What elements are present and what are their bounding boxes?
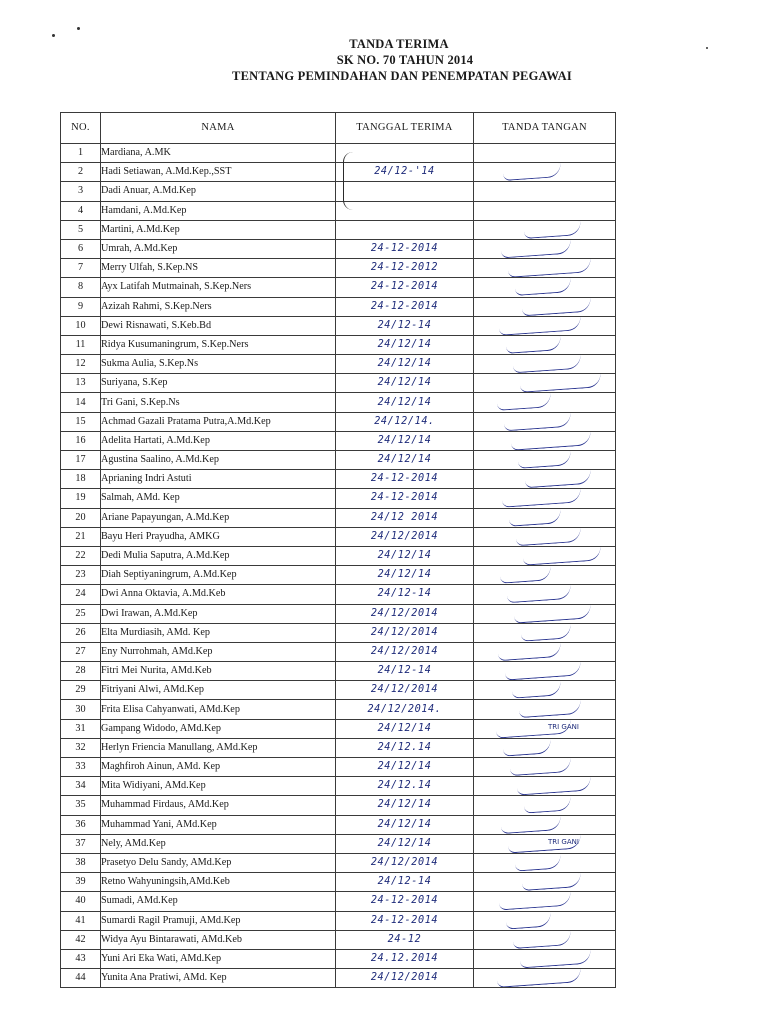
- row-number: 31: [61, 719, 101, 738]
- row-signature-cell: [474, 144, 616, 163]
- row-date: 24/12/14: [336, 566, 474, 585]
- row-name: Achmad Gazali Pratama Putra,A.Md.Kep: [101, 412, 336, 431]
- table-row: [61, 508, 616, 527]
- table-row: [61, 259, 616, 278]
- row-number: 44: [61, 969, 101, 988]
- row-date: 24-12: [336, 930, 474, 949]
- row-date: 24.12.2014: [336, 949, 474, 968]
- row-signature-cell: [474, 681, 616, 700]
- handwritten-signature: [522, 297, 592, 316]
- row-name: Agustina Saalino, A.Md.Kep: [101, 451, 336, 470]
- row-signature-cell: [474, 508, 616, 527]
- row-date: 24-12-2012: [336, 259, 474, 278]
- row-number: 37: [61, 834, 101, 853]
- row-name: Herlyn Friencia Manullang, AMd.Kep: [101, 738, 336, 757]
- row-name: Mardiana, A.MK: [101, 144, 336, 163]
- row-date: 24/12-14: [336, 585, 474, 604]
- receipt-table: [60, 112, 616, 988]
- row-name: Hadi Setiawan, A.Md.Kep.,SST: [101, 163, 336, 182]
- row-signature-cell: [474, 297, 616, 316]
- handwritten-signature: [497, 394, 552, 412]
- row-date: 24/12/2014: [336, 527, 474, 546]
- row-signature-cell: [474, 393, 616, 412]
- handwritten-signature: [521, 624, 572, 641]
- handwritten-signature: [505, 662, 582, 681]
- row-number: 33: [61, 758, 101, 777]
- row-date: 24/12/2014: [336, 642, 474, 661]
- row-date: [336, 144, 474, 163]
- row-number: 14: [61, 393, 101, 412]
- row-number: 39: [61, 873, 101, 892]
- row-date: 24/12/14: [336, 355, 474, 374]
- handwritten-signature: [524, 221, 582, 239]
- row-signature-cell: [474, 316, 616, 335]
- row-name: Tri Gani, S.Kep.Ns: [101, 393, 336, 412]
- table-row: [61, 949, 616, 968]
- table-header-row: [61, 113, 616, 144]
- row-name: Salmah, AMd. Kep: [101, 489, 336, 508]
- row-number: 13: [61, 374, 101, 393]
- row-number: 42: [61, 930, 101, 949]
- row-date: 24-12-2014: [336, 892, 474, 911]
- table-row: [61, 873, 616, 892]
- table-row: [61, 163, 616, 182]
- handwritten-signature: [513, 355, 582, 374]
- row-number: 21: [61, 527, 101, 546]
- table-row: [61, 182, 616, 201]
- row-number: 22: [61, 546, 101, 565]
- row-number: 7: [61, 259, 101, 278]
- table-row: [61, 546, 616, 565]
- row-signature-cell: [474, 163, 616, 182]
- column-header-nama: NAMA: [101, 113, 336, 144]
- row-name: Dewi Risnawati, S.Keb.Bd: [101, 316, 336, 335]
- row-signature-cell: [474, 758, 616, 777]
- document-header: [0, 36, 768, 84]
- handwritten-signature: [501, 240, 572, 259]
- row-signature-cell: [474, 259, 616, 278]
- handwritten-signature: [519, 700, 582, 718]
- table-row: [61, 662, 616, 681]
- row-name: Hamdani, A.Md.Kep: [101, 201, 336, 220]
- row-date: 24-12-2014: [336, 297, 474, 316]
- row-number: 15: [61, 412, 101, 431]
- row-signature-cell: [474, 777, 616, 796]
- table-row: [61, 144, 616, 163]
- table-row: [61, 911, 616, 930]
- title-line-3: TENTANG PEMINDAHAN DAN PENEMPATAN PEGAWAI: [232, 69, 572, 83]
- row-signature-cell: [474, 355, 616, 374]
- row-number: 23: [61, 566, 101, 585]
- handwritten-signature: [522, 873, 582, 891]
- row-number: 16: [61, 431, 101, 450]
- signature-note: TRI GANI: [548, 722, 579, 731]
- table-row: [61, 700, 616, 719]
- table-row: [61, 393, 616, 412]
- row-date: 24/12/2014: [336, 681, 474, 700]
- table-row: [61, 585, 616, 604]
- handwritten-signature: [524, 797, 572, 814]
- handwritten-signature: [499, 892, 572, 911]
- row-number: 8: [61, 278, 101, 297]
- row-name: Yuni Ari Eka Wati, AMd.Kep: [101, 949, 336, 968]
- row-number: 29: [61, 681, 101, 700]
- row-name: Sumadi, AMd.Kep: [101, 892, 336, 911]
- row-date: 24/12/14: [336, 546, 474, 565]
- row-date: 24-12-2014: [336, 911, 474, 930]
- table-row: [61, 623, 616, 642]
- row-date: 24/12/14: [336, 834, 474, 853]
- handwritten-signature: [506, 912, 552, 929]
- row-date: 24/12/2014: [336, 623, 474, 642]
- handwritten-signature: [514, 604, 592, 623]
- row-signature-cell: [474, 662, 616, 681]
- row-name: Umrah, A.Md.Kep: [101, 239, 336, 258]
- row-date: 24-12-2014: [336, 278, 474, 297]
- row-date: 24/12/14: [336, 719, 474, 738]
- handwritten-signature: [525, 470, 592, 489]
- row-date: 24-12-2014: [336, 470, 474, 489]
- handwritten-signature: [512, 682, 562, 699]
- row-date: 24/12.14: [336, 777, 474, 796]
- row-name: Fitriyani Alwi, AMd.Kep: [101, 681, 336, 700]
- row-date: 24/12-'14: [336, 163, 474, 182]
- row-signature-cell: [474, 604, 616, 623]
- row-name: Sukma Aulia, S.Kep.Ns: [101, 355, 336, 374]
- row-signature-cell: [474, 374, 616, 393]
- row-number: 19: [61, 489, 101, 508]
- row-date: 24/12/2014: [336, 604, 474, 623]
- row-number: 12: [61, 355, 101, 374]
- row-number: 38: [61, 853, 101, 872]
- handwritten-signature: [508, 259, 592, 278]
- row-date: 24/12/14.: [336, 412, 474, 431]
- handwritten-signature: [503, 163, 562, 181]
- row-signature-cell: [474, 527, 616, 546]
- table-row: [61, 489, 616, 508]
- row-date: 24/12/14: [336, 374, 474, 393]
- title-line-1: TANDA TERIMA: [349, 37, 449, 51]
- table-row: [61, 642, 616, 661]
- handwritten-signature: [497, 969, 582, 988]
- row-number: 36: [61, 815, 101, 834]
- row-name: Retno Wahyuningsih,AMd.Keb: [101, 873, 336, 892]
- table-row: [61, 335, 616, 354]
- row-signature-cell: [474, 892, 616, 911]
- row-signature-cell: [474, 431, 616, 450]
- table-row: [61, 969, 616, 988]
- row-name: Elta Murdiasih, AMd. Kep: [101, 623, 336, 642]
- row-signature-cell: [474, 201, 616, 220]
- row-name: Fitri Mei Nurita, AMd.Keb: [101, 662, 336, 681]
- table-row: [61, 892, 616, 911]
- row-number: 4: [61, 201, 101, 220]
- row-date: 24/12/14: [336, 431, 474, 450]
- row-number: 17: [61, 451, 101, 470]
- table-row: [61, 777, 616, 796]
- row-number: 9: [61, 297, 101, 316]
- row-number: 40: [61, 892, 101, 911]
- handwritten-signature: [520, 949, 592, 968]
- row-signature-cell: [474, 585, 616, 604]
- row-signature-cell: [474, 623, 616, 642]
- row-signature-cell: [474, 949, 616, 968]
- row-name: Diah Septiyaningrum, A.Md.Kep: [101, 566, 336, 585]
- handwritten-signature: [498, 643, 562, 661]
- row-name: Suriyana, S.Kep: [101, 374, 336, 393]
- row-signature-cell: [474, 566, 616, 585]
- title-line-2: SK NO. 70 TAHUN 2014: [336, 53, 474, 67]
- handwritten-signature: [503, 739, 552, 756]
- row-number: 27: [61, 642, 101, 661]
- handwritten-signature: [518, 451, 572, 469]
- row-number: 32: [61, 738, 101, 757]
- table-row: [61, 412, 616, 431]
- row-signature-cell: [474, 796, 616, 815]
- table-row: [61, 834, 616, 853]
- row-name: Adelita Hartati, A.Md.Kep: [101, 431, 336, 450]
- row-signature-cell: [474, 853, 616, 872]
- table-row: [61, 431, 616, 450]
- row-signature-cell: [474, 220, 616, 239]
- row-date: 24/12/14: [336, 393, 474, 412]
- row-name: Bayu Heri Prayudha, AMKG: [101, 527, 336, 546]
- handwritten-signature: [499, 316, 582, 335]
- handwritten-signature: [513, 931, 572, 949]
- handwritten-signature: [520, 374, 602, 393]
- row-number: 30: [61, 700, 101, 719]
- row-date: [336, 182, 474, 201]
- row-date: 24-12-2014: [336, 239, 474, 258]
- row-signature-cell: [474, 719, 616, 738]
- row-date: 24/12/14: [336, 815, 474, 834]
- row-name: Sumardi Ragil Pramuji, AMd.Kep: [101, 911, 336, 930]
- handwritten-signature: [507, 585, 572, 603]
- row-date: 24/12-14: [336, 873, 474, 892]
- table-row: [61, 758, 616, 777]
- row-date: 24/12/2014: [336, 969, 474, 988]
- row-date: 24/12-14: [336, 662, 474, 681]
- row-name: Muhammad Yani, AMd.Kep: [101, 815, 336, 834]
- row-number: 43: [61, 949, 101, 968]
- row-signature-cell: [474, 451, 616, 470]
- table-row: [61, 604, 616, 623]
- table-row: [61, 719, 616, 738]
- row-name: Mita Widiyani, AMd.Kep: [101, 777, 336, 796]
- row-signature-cell: [474, 278, 616, 297]
- row-signature-cell: [474, 969, 616, 988]
- row-signature-cell: [474, 489, 616, 508]
- table-row: [61, 527, 616, 546]
- table-row: [61, 930, 616, 949]
- handwritten-signature: [501, 815, 562, 833]
- row-date: 24/12/2014: [336, 853, 474, 872]
- table-row: [61, 297, 616, 316]
- row-name: Frita Elisa Cahyanwati, AMd.Kep: [101, 700, 336, 719]
- handwritten-signature: [517, 777, 592, 796]
- row-name: Aprianing Indri Astuti: [101, 470, 336, 489]
- row-name: Dedi Mulia Saputra, A.Md.Kep: [101, 546, 336, 565]
- table-row: [61, 681, 616, 700]
- row-name: Maghfiroh Ainun, AMd. Kep: [101, 758, 336, 777]
- row-number: 6: [61, 239, 101, 258]
- row-number: 10: [61, 316, 101, 335]
- scan-speck: [77, 27, 80, 30]
- row-number: 41: [61, 911, 101, 930]
- row-number: 28: [61, 662, 101, 681]
- row-name: Eny Nurrohmah, AMd.Kep: [101, 642, 336, 661]
- row-signature-cell: [474, 873, 616, 892]
- handwritten-signature: [515, 278, 572, 296]
- row-signature-cell: [474, 834, 616, 853]
- row-date: [336, 201, 474, 220]
- row-name: Merry Ulfah, S.Kep.NS: [101, 259, 336, 278]
- column-header-tanda-tangan: TANDA TANGAN: [474, 113, 616, 144]
- table-row: [61, 201, 616, 220]
- row-name: Dwi Anna Oktavia, A.Md.Keb: [101, 585, 336, 604]
- row-number: 3: [61, 182, 101, 201]
- row-signature-cell: [474, 470, 616, 489]
- row-signature-cell: [474, 182, 616, 201]
- column-header-no: NO.: [61, 113, 101, 144]
- row-name: Martini, A.Md.Kep: [101, 220, 336, 239]
- handwritten-signature: [500, 566, 552, 584]
- row-date: 24/12/2014.: [336, 700, 474, 719]
- row-number: 26: [61, 623, 101, 642]
- row-date: 24/12 2014: [336, 508, 474, 527]
- handwritten-signature: [511, 431, 592, 450]
- table-row: [61, 738, 616, 757]
- row-name: Azizah Rahmi, S.Kep.Ners: [101, 297, 336, 316]
- handwritten-signature: [504, 412, 572, 431]
- handwritten-signature: [502, 489, 582, 508]
- table-row: [61, 316, 616, 335]
- handwritten-signature: [516, 527, 582, 546]
- row-number: 5: [61, 220, 101, 239]
- row-name: Yunita Ana Pratiwi, AMd. Kep: [101, 969, 336, 988]
- row-number: 2: [61, 163, 101, 182]
- table-row: [61, 815, 616, 834]
- table-row: [61, 853, 616, 872]
- row-signature-cell: [474, 642, 616, 661]
- table-row: [61, 470, 616, 489]
- row-date: 24/12/14: [336, 758, 474, 777]
- handwritten-signature: [523, 546, 602, 565]
- handwritten-signature: [506, 336, 562, 354]
- row-date: 24/12.14: [336, 738, 474, 757]
- row-date: [336, 220, 474, 239]
- row-name: Ariane Papayungan, A.Md.Kep: [101, 508, 336, 527]
- table-row: [61, 355, 616, 374]
- row-signature-cell: [474, 335, 616, 354]
- row-signature-cell: [474, 412, 616, 431]
- row-name: Muhammad Firdaus, AMd.Kep: [101, 796, 336, 815]
- row-date: 24/12-14: [336, 316, 474, 335]
- row-signature-cell: [474, 700, 616, 719]
- row-name: Dwi Irawan, A.Md.Kep: [101, 604, 336, 623]
- row-signature-cell: [474, 930, 616, 949]
- row-number: 24: [61, 585, 101, 604]
- row-name: Dadi Anuar, A.Md.Kep: [101, 182, 336, 201]
- row-number: 1: [61, 144, 101, 163]
- handwritten-signature: [509, 509, 562, 527]
- row-name: Prasetyo Delu Sandy, AMd.Kep: [101, 853, 336, 872]
- row-date: 24/12/14: [336, 796, 474, 815]
- signature-note: TRI GANI: [548, 837, 579, 846]
- row-name: Nely, AMd.Kep: [101, 834, 336, 853]
- row-signature-cell: [474, 239, 616, 258]
- row-name: Widya Ayu Bintarawati, AMd.Keb: [101, 930, 336, 949]
- column-header-tanggal: TANGGAL TERIMA: [336, 113, 474, 144]
- handwritten-signature: [510, 758, 572, 776]
- table-body: [61, 144, 616, 988]
- grouping-brace: [343, 152, 354, 210]
- table-row: [61, 278, 616, 297]
- row-date: 24-12-2014: [336, 489, 474, 508]
- row-number: 25: [61, 604, 101, 623]
- row-name: Gampang Widodo, AMd.Kep: [101, 719, 336, 738]
- row-date: 24/12/14: [336, 451, 474, 470]
- row-number: 34: [61, 777, 101, 796]
- table-row: [61, 796, 616, 815]
- table-row: [61, 451, 616, 470]
- row-date: 24/12/14: [336, 335, 474, 354]
- table-row: [61, 220, 616, 239]
- row-name: Ridya Kusumaningrum, S.Kep.Ners: [101, 335, 336, 354]
- table-row: [61, 239, 616, 258]
- row-signature-cell: [474, 546, 616, 565]
- row-number: 35: [61, 796, 101, 815]
- table-row: [61, 374, 616, 393]
- handwritten-signature: [515, 854, 562, 871]
- table-row: [61, 566, 616, 585]
- row-signature-cell: [474, 815, 616, 834]
- row-name: Ayx Latifah Mutmainah, S.Kep.Ners: [101, 278, 336, 297]
- row-signature-cell: [474, 911, 616, 930]
- row-number: 20: [61, 508, 101, 527]
- row-number: 18: [61, 470, 101, 489]
- row-signature-cell: [474, 738, 616, 757]
- row-number: 11: [61, 335, 101, 354]
